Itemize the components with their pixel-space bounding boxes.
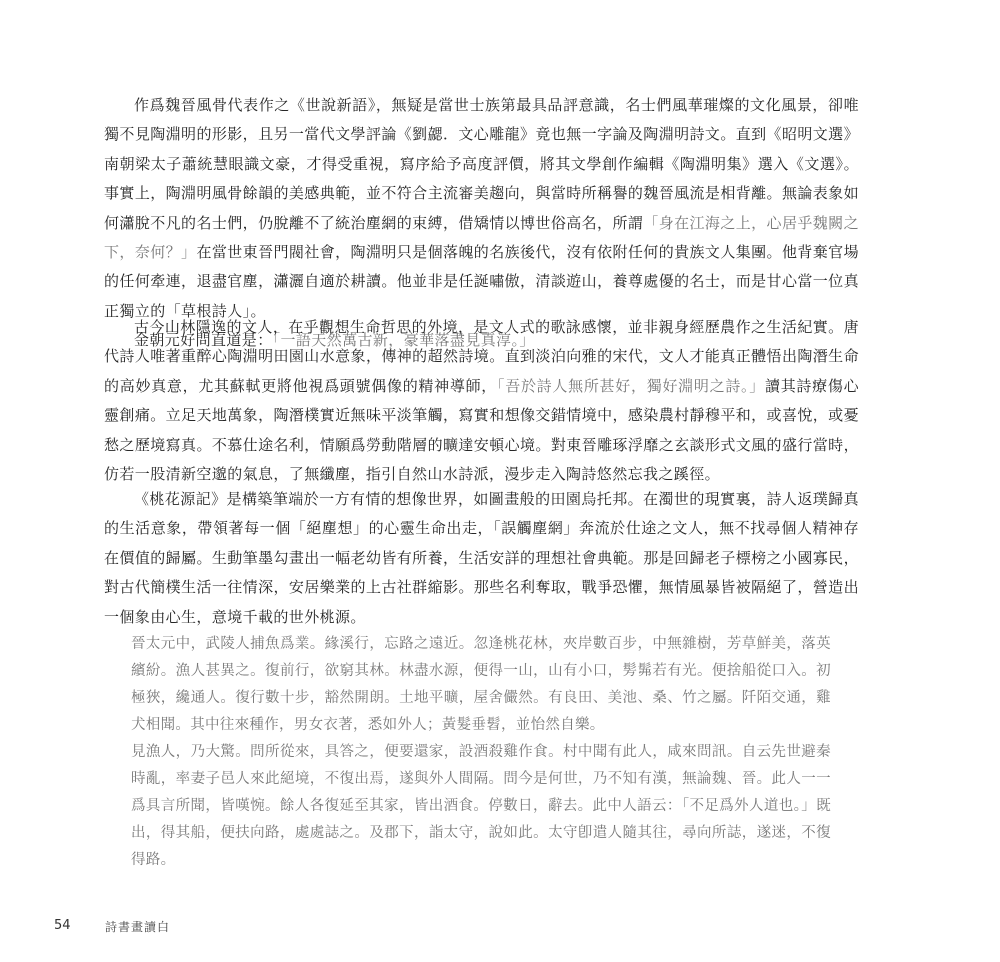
paragraph-text: 作爲魏晉風骨代表作之《世說新語》，無疑是當世士族第最具品評意識，名士們風華璀燦的文化風景，卻唯獨不見陶淵明的形影，且另一當代文學評論《劉勰．文心雕龍》竟也無一字論及陶淵明詩文。直到《昭明文選》南朝梁太子蕭統慧眼識文豪，才得受重視，寫序給予高度評價，將其文學創作編輯《陶淵明集》選入《文選》。事實上，陶淵明風骨餘韻的美感典範，並不符合主流審美趨向，與當時所稱譽的魏晉風流是相背離。無論表象如何瀟脫不凡的名士們，仍脫離不了統治塵網的束縛，借矯情以博世俗高名，所謂 <box>104 96 859 232</box>
paragraph-shishuo <box>104 91 859 326</box>
paragraph-text: 金朝元好問直道是： <box>134 331 273 350</box>
paragraph-text: 古今山林隱逸的文人，在乎觀想生命哲思的外境，是文人式的歌詠感懷，並非親身經歷農作之生活紀實。唐代詩人唯著重醉心陶淵明田園山水意象，傳神的超然詩境。直到淡泊向雅的宋代，文人才能真正體悟出陶潛生命的高妙真意，尤其蘇軾更將他視爲頭號偶像的精神導師， <box>104 318 859 395</box>
running-title: 詩書畫讀白 <box>105 920 171 934</box>
quotation: 「吾於詩人無所甚好，獨好淵明之詩。」 <box>497 376 765 395</box>
excerpt-paragraph: 晉太元中，武陵人捕魚爲業。緣溪行，忘路之遠近。忽逢桃花林，夾岸數百步，中無雜樹，芳草鮮美，落英繽紛。漁人甚異之。復前行，欲窮其林。林盡水源，便得一山，山有小口，髣髴若有光。便捨船從口入。初極狹，纔通人。復行數十步，豁然開朗。土地平曠，屋舍儼然。有良田、美池、桑、竹之屬。阡陌交通，雞犬相聞。其中往來種作，男女衣著，悉如外人；黃髮垂髫，並怡然自樂。 <box>131 636 831 733</box>
paragraph-text: 讀其詩療傷心靈創痛。立足天地萬象，陶潛樸實近無味平淡筆觸，寫實和想像交錯情境中，感染農村靜穆平和，或喜悅，或憂愁之歷境寫真。不慕仕途名利，情願爲勞動階層的曠達安頓心境。對東晉雕琢浮靡之玄談形式文風的盛行當時，仿若一股清新空邈的氣息，了無纖塵，指引自然山水詩派，漫步走入陶詩悠然忘我之蹊徑。 <box>104 376 859 484</box>
page-footer <box>0 918 1000 938</box>
quotation: 「身在江海之上，心居乎魏闕之下，奈何？」 <box>104 213 859 262</box>
essay-section-3 <box>104 485 859 632</box>
page-number: 54 <box>54 918 71 933</box>
essay-section-2 <box>104 313 859 489</box>
paragraph-text: 《桃花源記》是構築筆端於一方有情的想像世界，如圖畫般的田園烏托邦。在濁世的現實裏，詩人返璞歸真的生活意象，帶領著每一個「絕塵想」的心靈生命出走，「誤觸塵網」奔流於仕途之文人，無不找尋個人精神存在價值的歸屬。生動筆墨勾畫出一幅老幼皆有所養，生活安詳的理想社會典範。那是回歸老子標榜之小國寡民，對古代簡樸生活一往情深，安居樂業的上古社群縮影。那些名利奪取，戰爭恐懼，無情風暴皆被隔絕了，營造出一個象由心生，意境千載的世外桃源。 <box>104 490 859 626</box>
excerpt-paragraph: 見漁人，乃大驚。問所從來，具答之，便要還家，設酒殺雞作食。村中聞有此人，咸來問訊。自云先世避秦時亂，率妻子邑人來此絕境，不復出焉，遂與外人間隔。問今是何世，乃不知有漢，無論魏、晉。此人一一爲具言所聞，皆嘆惋。餘人各復延至其家，皆出酒食。停數日，辭去。此中人語云：「不足爲外人道也。」既出，得其船，便扶向路，處處誌之。及郡下，詣太守，說如此。太守卽遣人隨其往，尋向所誌，遂迷，不復得路。 <box>131 744 831 868</box>
paragraph-peach-blossom <box>104 485 859 632</box>
paragraph-text: 在當世東晉門閥社會，陶淵明只是個落魄的名族後代，沒有依附任何的貴族文人集團。他背棄官場的任何牽連，退盡官塵，瀟灑自適於耕讀。他並非是任誕嘯傲，清談遊山，養尊處優的名士，而是甘心當一位真正獨立的「草根詩人」。 <box>104 243 859 320</box>
quotation: 「一語天然萬古新，豪華落盡見真淳。」 <box>272 331 535 350</box>
peach-blossom-excerpt <box>131 631 831 874</box>
paragraph-recluse-poets <box>104 313 859 489</box>
